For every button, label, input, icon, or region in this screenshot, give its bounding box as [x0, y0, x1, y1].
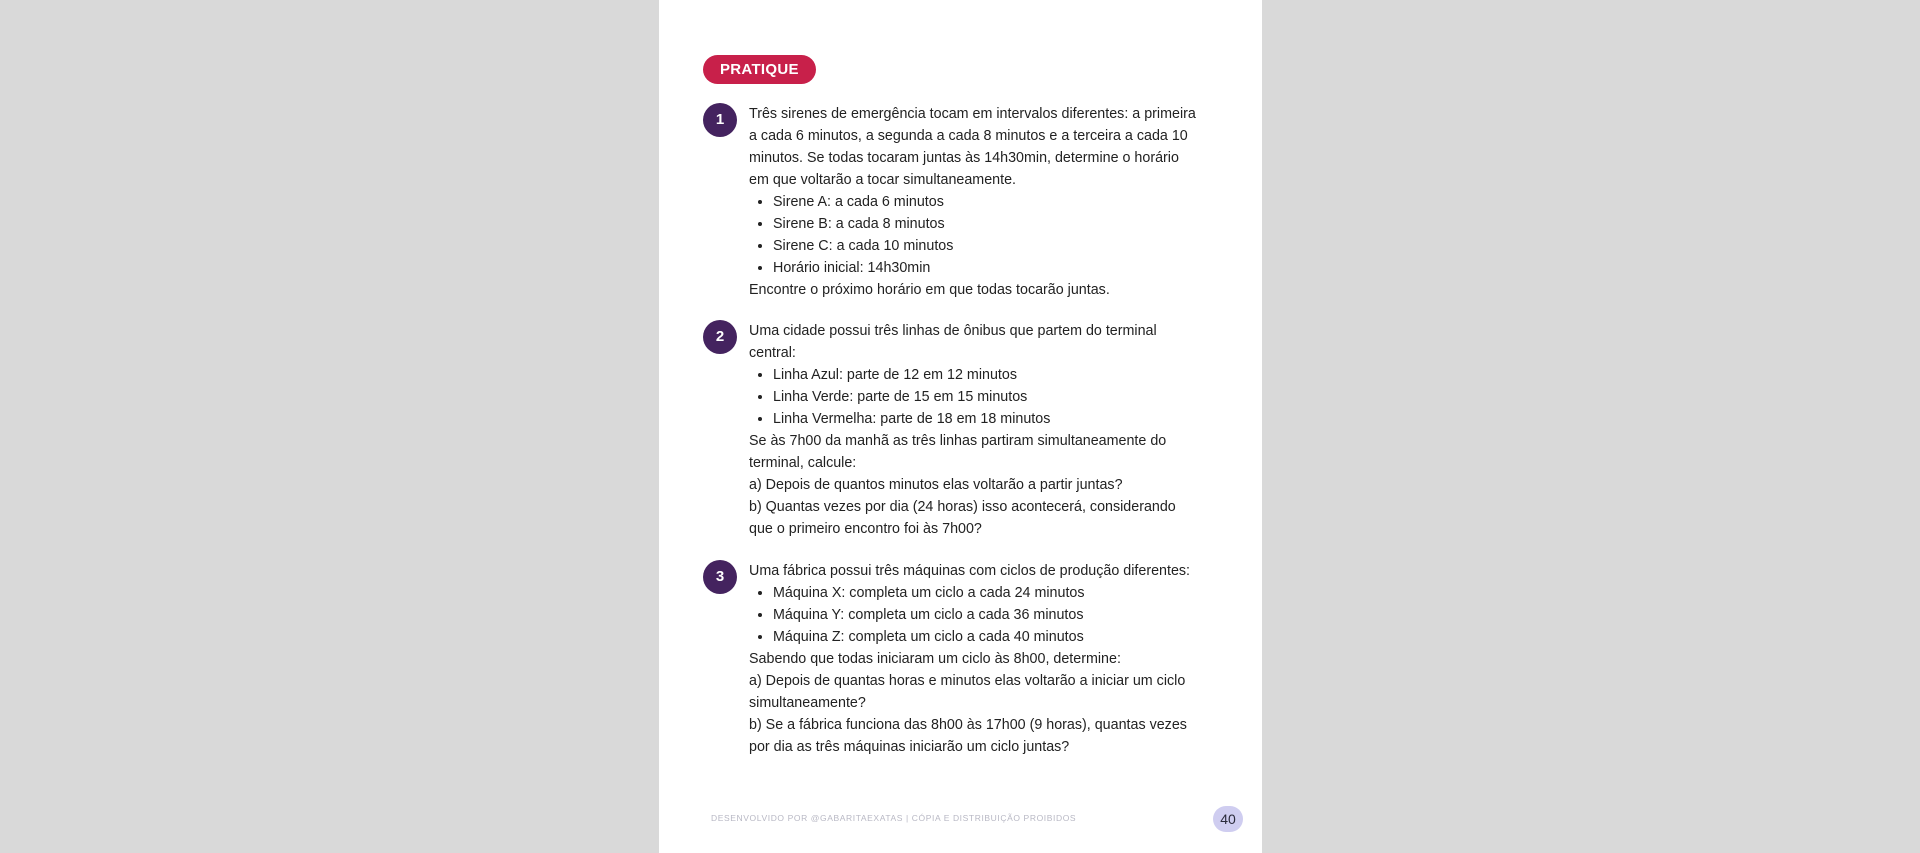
- exercise-intro: Uma fábrica possui três máquinas com ciclos de produção diferentes:: [749, 563, 1191, 579]
- practice-badge: PRATIQUE: [703, 55, 816, 84]
- exercise-item-list: [749, 191, 1197, 279]
- list-item: • Linha Azul: parte de 12 em 12 minutos: [773, 364, 1197, 386]
- list-item: • Máquina X: completa um ciclo a cada 24 minutos: [773, 582, 1197, 604]
- exercise-closing: Encontre o próximo horário em que todas tocarão juntas.: [749, 282, 1110, 298]
- exercise-question: b) Se a fábrica funciona das 8h00 às 17h00 (9 horas), quantas vezes por dia as três máquinas iniciarão um ciclo juntas?: [749, 717, 1187, 755]
- exercise-body: [749, 320, 1197, 540]
- list-item: • Máquina Y: completa um ciclo a cada 36 minutos: [773, 604, 1197, 626]
- list-item: • Sirene B: a cada 8 minutos: [773, 213, 1197, 235]
- exercise-question: b) Quantas vezes por dia (24 horas) isso acontecerá, considerando que o primeiro encontro foi às 7h00?: [749, 499, 1176, 537]
- list-item: • Sirene C: a cada 10 minutos: [773, 235, 1197, 257]
- exercise-body: [749, 560, 1197, 758]
- exercise-question: a) Depois de quantos minutos elas voltarão a partir juntas?: [749, 477, 1123, 493]
- page-number: 40: [1213, 806, 1243, 832]
- exercise-number-badge: 1: [703, 103, 737, 137]
- document-page: [659, 0, 1262, 853]
- exercise-closing: Sabendo que todas iniciaram um ciclo às 8h00, determine:: [749, 651, 1121, 667]
- list-item: • Linha Verde: parte de 15 em 15 minutos: [773, 386, 1197, 408]
- exercise-body: [749, 103, 1197, 301]
- exercise-number-badge: 3: [703, 560, 737, 594]
- exercise-item-list: [749, 364, 1197, 430]
- exercise-number-badge: 2: [703, 320, 737, 354]
- exercise-closing: Se às 7h00 da manhã as três linhas partiram simultaneamente do terminal, calcule:: [749, 433, 1167, 471]
- exercise-item-list: [749, 582, 1197, 648]
- exercise-intro: Uma cidade possui três linhas de ônibus que partem do terminal central:: [749, 323, 1157, 361]
- list-item: • Máquina Z: completa um ciclo a cada 40 minutos: [773, 626, 1197, 648]
- list-item: • Horário inicial: 14h30min: [773, 257, 1197, 279]
- list-item: • Sirene A: a cada 6 minutos: [773, 191, 1197, 213]
- exercise-question: a) Depois de quantas horas e minutos elas voltarão a iniciar um ciclo simultaneamente?: [749, 673, 1186, 711]
- exercise-intro: Três sirenes de emergência tocam em intervalos diferentes: a primeira a cada 6 minutos, a segunda a cada 8 minutos e a terceira a cada 10 minutos. Se todas tocaram juntas às 14h30min, determine o horário em que voltarão a tocar simultaneamente.: [749, 106, 1196, 188]
- footer-copyright: DESENVOLVIDO POR @GABARITAEXATAS | CÓPIA E DISTRIBUIÇÃO PROIBIDOS: [711, 813, 1077, 823]
- list-item: • Linha Vermelha: parte de 18 em 18 minutos: [773, 408, 1197, 430]
